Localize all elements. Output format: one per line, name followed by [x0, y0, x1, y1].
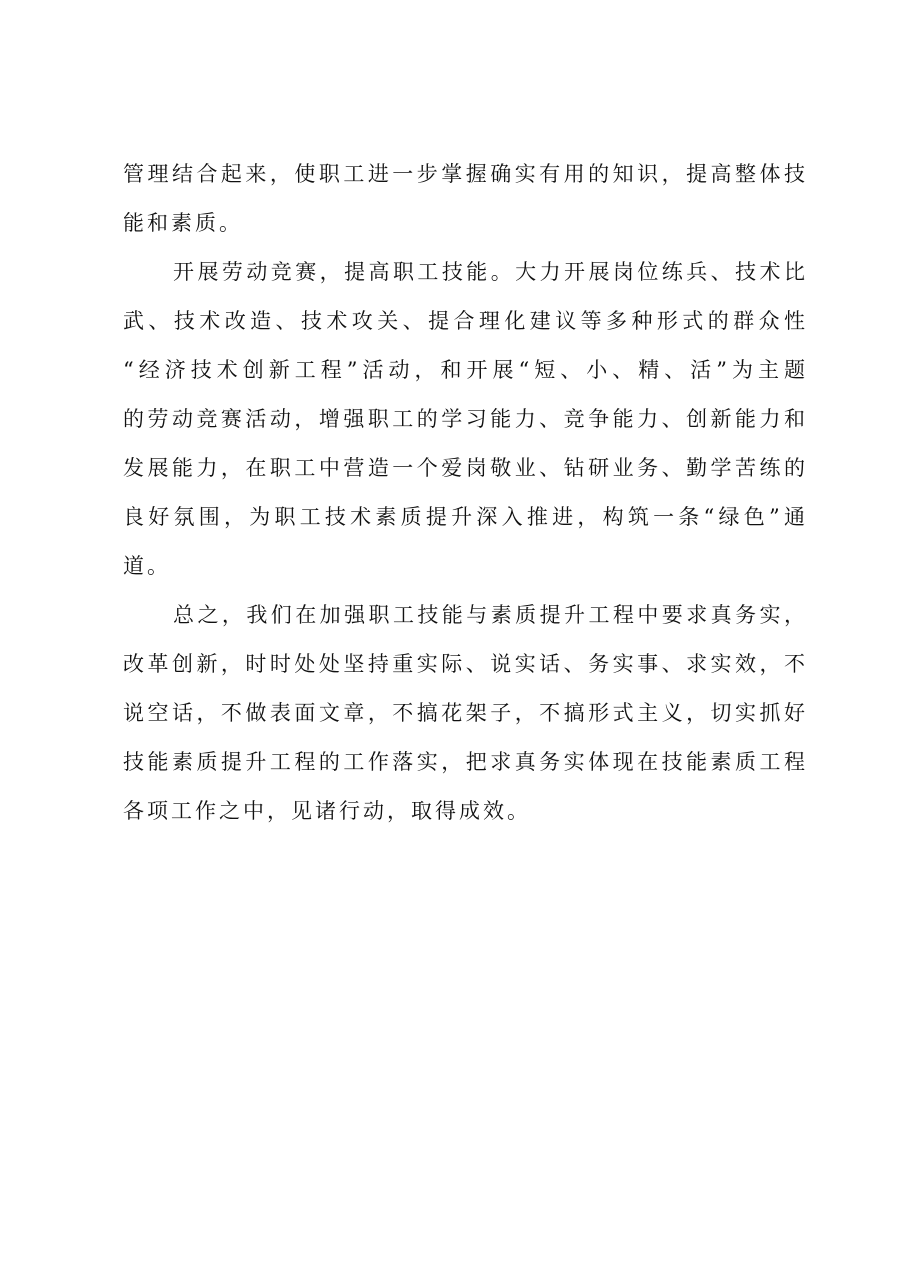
text-line: “经济技术创新工程”活动，和开展“短、小、精、活”为主题	[123, 358, 808, 382]
text-line: 管理结合起来，使职工进一步掌握确实有用的知识，提高整体技	[123, 162, 808, 186]
text-line: 武、技术改造、技术攻关、提合理化建议等多种形式的群众性	[123, 309, 808, 333]
text-line: 改革创新，时时处处坚持重实际、说实话、务实事、求实效，不	[123, 652, 808, 676]
text-line: 的劳动竞赛活动，增强职工的学习能力、竞争能力、创新能力和	[123, 407, 808, 431]
document-body	[123, 150, 808, 836]
text-line: 说空话，不做表面文章，不搞花架子，不搞形式主义，切实抓好	[123, 701, 808, 725]
text-line: 道。	[123, 554, 171, 578]
paragraph-start-line: 总之，我们在加强职工技能与素质提升工程中要求真务实，	[173, 603, 808, 627]
paragraph-start-line: 开展劳动竞赛，提高职工技能。大力开展岗位练兵、技术比	[173, 260, 808, 284]
text-line: 良好氛围，为职工技术素质提升深入推进，构筑一条“绿色”通	[123, 505, 808, 529]
text-line: 能和素质。	[123, 211, 243, 235]
text-line: 技能素质提升工程的工作落实，把求真务实体现在技能素质工程	[123, 750, 808, 774]
text-line: 各项工作之中，见诸行动，取得成效。	[123, 799, 531, 823]
text-line: 发展能力，在职工中营造一个爱岗敬业、钻研业务、勤学苦练的	[123, 456, 808, 480]
